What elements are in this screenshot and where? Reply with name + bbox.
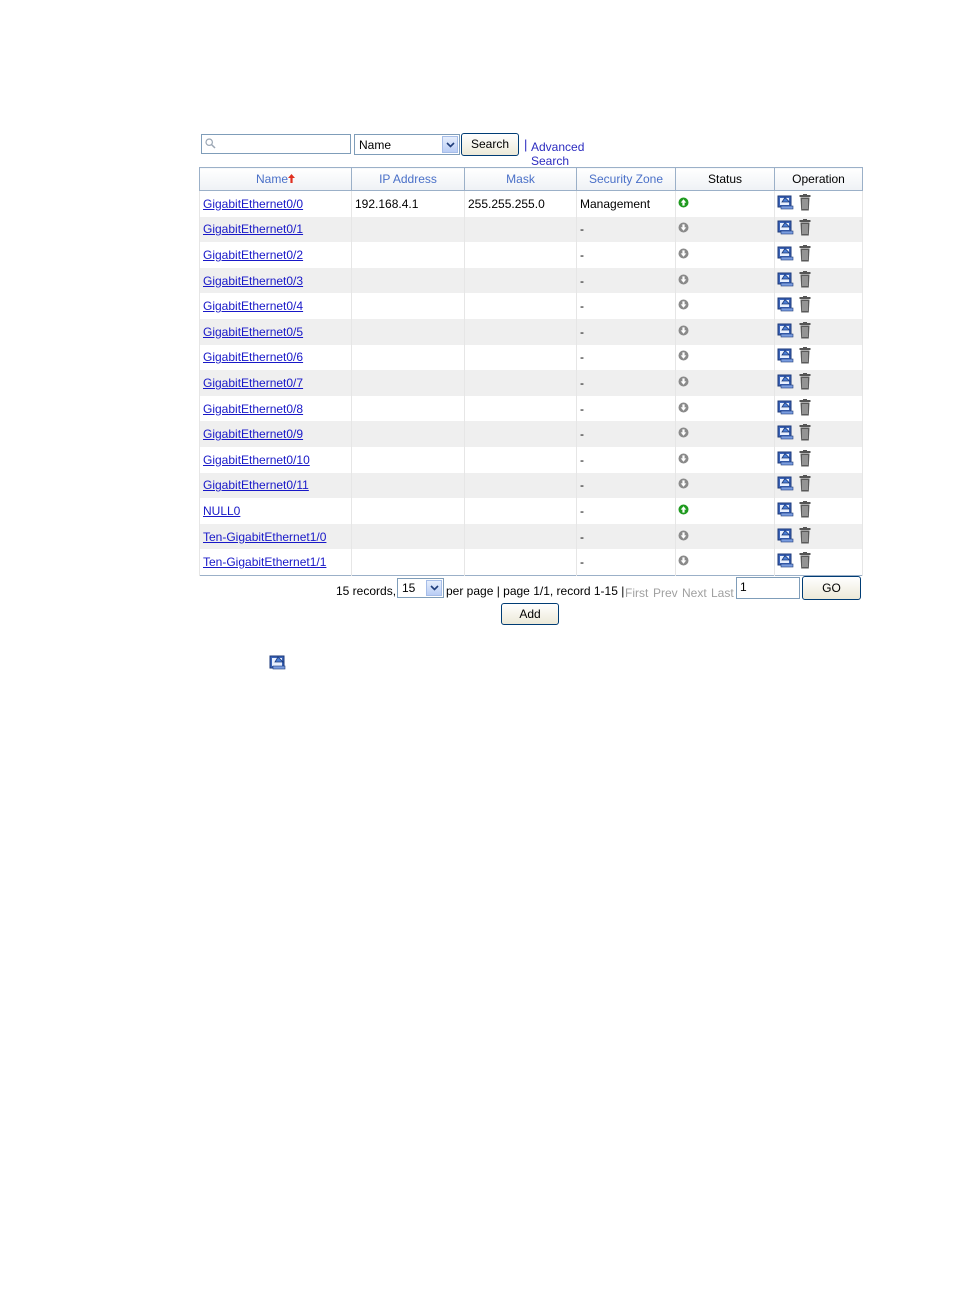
edit-icon[interactable]	[777, 245, 795, 265]
first-page-link[interactable]: First	[625, 586, 649, 600]
cell-operation	[775, 396, 863, 422]
cell-status	[676, 498, 775, 524]
col-header-ip[interactable]: IP Address	[352, 168, 465, 191]
interface-link[interactable]: GigabitEthernet0/0	[203, 196, 304, 211]
cell-zone: -	[577, 447, 676, 473]
cell-name	[200, 191, 352, 217]
search-button[interactable]: Search	[461, 133, 519, 156]
cell-mask	[465, 473, 577, 499]
cell-status	[676, 242, 775, 268]
table-row	[200, 293, 863, 319]
trash-icon[interactable]	[799, 373, 811, 393]
cell-zone: -	[577, 268, 676, 294]
cell-status	[676, 473, 775, 499]
trash-icon[interactable]	[799, 424, 811, 444]
cell-zone: -	[577, 345, 676, 371]
cell-mask	[465, 319, 577, 345]
cell-ip	[352, 217, 465, 243]
table-row	[200, 447, 863, 473]
interface-link[interactable]: GigabitEthernet0/9	[203, 427, 304, 442]
cell-name	[200, 498, 352, 524]
cell-operation	[775, 421, 863, 447]
cell-status	[676, 217, 775, 243]
cell-ip	[352, 421, 465, 447]
cell-operation	[775, 191, 863, 217]
search-field-value: Name	[359, 138, 392, 152]
cell-status	[676, 549, 775, 575]
edit-icon[interactable]	[777, 475, 795, 495]
cell-zone: -	[577, 498, 676, 524]
col-header-status: Status	[676, 168, 775, 191]
sort-up-arrow-icon	[288, 172, 295, 186]
cell-name	[200, 268, 352, 294]
table-row	[200, 370, 863, 396]
edit-icon[interactable]	[777, 194, 795, 214]
cell-mask	[465, 524, 577, 550]
interface-link[interactable]: GigabitEthernet0/6	[203, 350, 304, 365]
table-header-row	[200, 168, 863, 191]
cell-status	[676, 396, 775, 422]
status-down-icon	[678, 248, 689, 262]
trash-icon[interactable]	[799, 219, 811, 239]
per-page-value: 15	[402, 581, 416, 595]
cell-operation	[775, 345, 863, 371]
interface-link[interactable]: GigabitEthernet0/10	[203, 452, 310, 467]
trash-icon[interactable]	[799, 527, 811, 547]
trash-icon[interactable]	[799, 245, 811, 265]
cell-ip	[352, 345, 465, 371]
table-row	[200, 345, 863, 371]
search-field-select[interactable]	[354, 134, 460, 155]
trash-icon[interactable]	[799, 194, 811, 214]
dropdown-button[interactable]	[426, 580, 442, 596]
col-header-name[interactable]: Name	[200, 168, 352, 191]
cell-status	[676, 524, 775, 550]
add-button[interactable]: Add	[501, 603, 559, 625]
cell-status	[676, 421, 775, 447]
cell-operation	[775, 473, 863, 499]
edit-icon[interactable]	[777, 552, 795, 572]
status-down-icon	[678, 350, 689, 364]
table-row	[200, 498, 863, 524]
cell-mask	[465, 268, 577, 294]
search-input[interactable]	[218, 136, 346, 152]
cell-zone: -	[577, 370, 676, 396]
cell-ip	[352, 447, 465, 473]
interface-link[interactable]: GigabitEthernet0/4	[203, 299, 304, 314]
cell-zone: -	[577, 293, 676, 319]
status-down-icon	[678, 402, 689, 416]
table-row	[200, 268, 863, 294]
cell-status	[676, 293, 775, 319]
status-down-icon	[678, 325, 689, 339]
col-header-operation: Operation	[775, 168, 863, 191]
cell-mask	[465, 345, 577, 371]
edit-icon[interactable]	[777, 347, 795, 367]
cell-name	[200, 370, 352, 396]
prev-page-link[interactable]: Prev	[653, 586, 678, 600]
trash-icon[interactable]	[799, 450, 811, 470]
interface-link[interactable]: GigabitEthernet0/7	[203, 375, 304, 390]
cell-mask	[465, 447, 577, 473]
cell-operation	[775, 217, 863, 243]
edit-icon[interactable]	[777, 271, 795, 291]
cell-name	[200, 293, 352, 319]
interface-link[interactable]: GigabitEthernet0/3	[203, 273, 304, 288]
cell-ip	[352, 549, 465, 575]
cell-ip	[352, 370, 465, 396]
cell-ip	[352, 473, 465, 499]
status-up-icon	[678, 504, 689, 518]
cell-mask	[465, 396, 577, 422]
status-down-icon	[678, 222, 689, 236]
table-row	[200, 319, 863, 345]
cell-zone: -	[577, 421, 676, 447]
cell-zone: -	[577, 396, 676, 422]
cell-ip	[352, 498, 465, 524]
trash-icon[interactable]	[799, 501, 811, 521]
edit-icon[interactable]	[777, 219, 795, 239]
cell-operation	[775, 242, 863, 268]
next-page-link[interactable]: Next	[682, 586, 707, 600]
cell-ip	[352, 396, 465, 422]
table-row	[200, 473, 863, 499]
edit-icon[interactable]	[777, 527, 795, 547]
trash-icon[interactable]	[799, 271, 811, 291]
cell-zone: -	[577, 473, 676, 499]
status-down-icon	[678, 427, 689, 441]
cell-status	[676, 345, 775, 371]
edit-icon[interactable]	[777, 424, 795, 444]
per-page-select[interactable]	[397, 578, 444, 598]
cell-name	[200, 242, 352, 268]
chevron-down-icon	[446, 142, 455, 148]
cell-operation	[775, 498, 863, 524]
cell-name	[200, 396, 352, 422]
cell-ip	[352, 268, 465, 294]
interface-link[interactable]: GigabitEthernet0/8	[203, 401, 304, 416]
interface-link[interactable]: GigabitEthernet0/11	[203, 478, 309, 493]
page-number-box[interactable]	[736, 577, 800, 599]
page-info: per page | page 1/1, record 1-15 |	[446, 584, 625, 598]
cell-mask	[465, 498, 577, 524]
cell-mask	[465, 242, 577, 268]
edit-icon[interactable]	[777, 501, 795, 521]
status-down-icon	[678, 530, 689, 544]
trash-icon[interactable]	[799, 296, 811, 316]
cell-ip	[352, 319, 465, 345]
cell-ip	[352, 242, 465, 268]
cell-name	[200, 345, 352, 371]
trash-icon[interactable]	[799, 552, 811, 572]
status-down-icon	[678, 274, 689, 288]
edit-icon[interactable]	[777, 399, 795, 419]
table-row	[200, 549, 863, 575]
cell-status	[676, 191, 775, 217]
search-input-box[interactable]	[201, 134, 351, 154]
table-row	[200, 421, 863, 447]
go-button[interactable]: GO	[802, 576, 861, 600]
edit-icon	[268, 653, 288, 674]
interface-link[interactable]: GigabitEthernet0/2	[203, 247, 304, 262]
interface-link[interactable]: Ten-GigabitEthernet1/1	[203, 555, 327, 570]
table-row	[200, 191, 863, 217]
cell-mask	[465, 293, 577, 319]
edit-icon[interactable]	[777, 296, 795, 316]
status-down-icon	[678, 376, 689, 390]
cell-status	[676, 370, 775, 396]
advanced-search-link[interactable]: Advanced Search	[531, 140, 585, 168]
cell-mask	[465, 549, 577, 575]
edit-icon[interactable]	[777, 373, 795, 393]
cell-name	[200, 524, 352, 550]
cell-operation	[775, 319, 863, 345]
status-down-icon	[678, 478, 689, 492]
cell-mask	[465, 370, 577, 396]
cell-zone: -	[577, 524, 676, 550]
interface-link[interactable]: NULL0	[203, 503, 241, 518]
status-down-icon	[678, 555, 689, 569]
trash-icon[interactable]	[799, 347, 811, 367]
status-down-icon	[678, 453, 689, 467]
cell-operation	[775, 268, 863, 294]
cell-zone: -	[577, 242, 676, 268]
cell-operation	[775, 549, 863, 575]
dropdown-button[interactable]	[442, 136, 458, 153]
edit-icon[interactable]	[777, 322, 795, 342]
cell-zone: Management	[577, 191, 676, 217]
records-count: 15 records,	[336, 584, 397, 598]
table-row	[200, 524, 863, 550]
cell-status	[676, 447, 775, 473]
cell-name	[200, 549, 352, 575]
col-header-mask[interactable]: Mask	[465, 168, 577, 191]
interface-link[interactable]: Ten-GigabitEthernet1/0	[203, 529, 327, 544]
cell-ip	[352, 293, 465, 319]
cell-mask: 255.255.255.0	[465, 191, 577, 217]
interface-link[interactable]: GigabitEthernet0/1	[203, 222, 304, 237]
cell-ip: 192.168.4.1	[352, 191, 465, 217]
edit-icon[interactable]	[777, 450, 795, 470]
cell-operation	[775, 370, 863, 396]
trash-icon[interactable]	[799, 322, 811, 342]
cell-name	[200, 319, 352, 345]
cell-operation	[775, 524, 863, 550]
chevron-down-icon	[430, 585, 439, 591]
table-row	[200, 217, 863, 243]
status-up-icon	[678, 197, 689, 211]
cell-name	[200, 447, 352, 473]
interface-table	[199, 167, 863, 576]
col-header-zone[interactable]: Security Zone	[577, 168, 676, 191]
last-page-link[interactable]: Last	[711, 586, 734, 600]
cell-name	[200, 473, 352, 499]
trash-icon[interactable]	[799, 399, 811, 419]
separator: |	[524, 137, 528, 152]
cell-ip	[352, 524, 465, 550]
cell-name	[200, 217, 352, 243]
cell-status	[676, 268, 775, 294]
cell-operation	[775, 447, 863, 473]
table-row	[200, 396, 863, 422]
cell-zone: -	[577, 217, 676, 243]
table-row	[200, 242, 863, 268]
status-down-icon	[678, 299, 689, 313]
cell-status	[676, 319, 775, 345]
cell-zone: -	[577, 319, 676, 345]
page-number-input[interactable]	[740, 580, 796, 594]
interface-link[interactable]: GigabitEthernet0/5	[203, 324, 304, 339]
cell-zone: -	[577, 549, 676, 575]
cell-mask	[465, 421, 577, 447]
cell-name	[200, 421, 352, 447]
cell-mask	[465, 217, 577, 243]
cell-operation	[775, 293, 863, 319]
trash-icon[interactable]	[799, 475, 811, 495]
magnifier-icon	[205, 138, 216, 152]
